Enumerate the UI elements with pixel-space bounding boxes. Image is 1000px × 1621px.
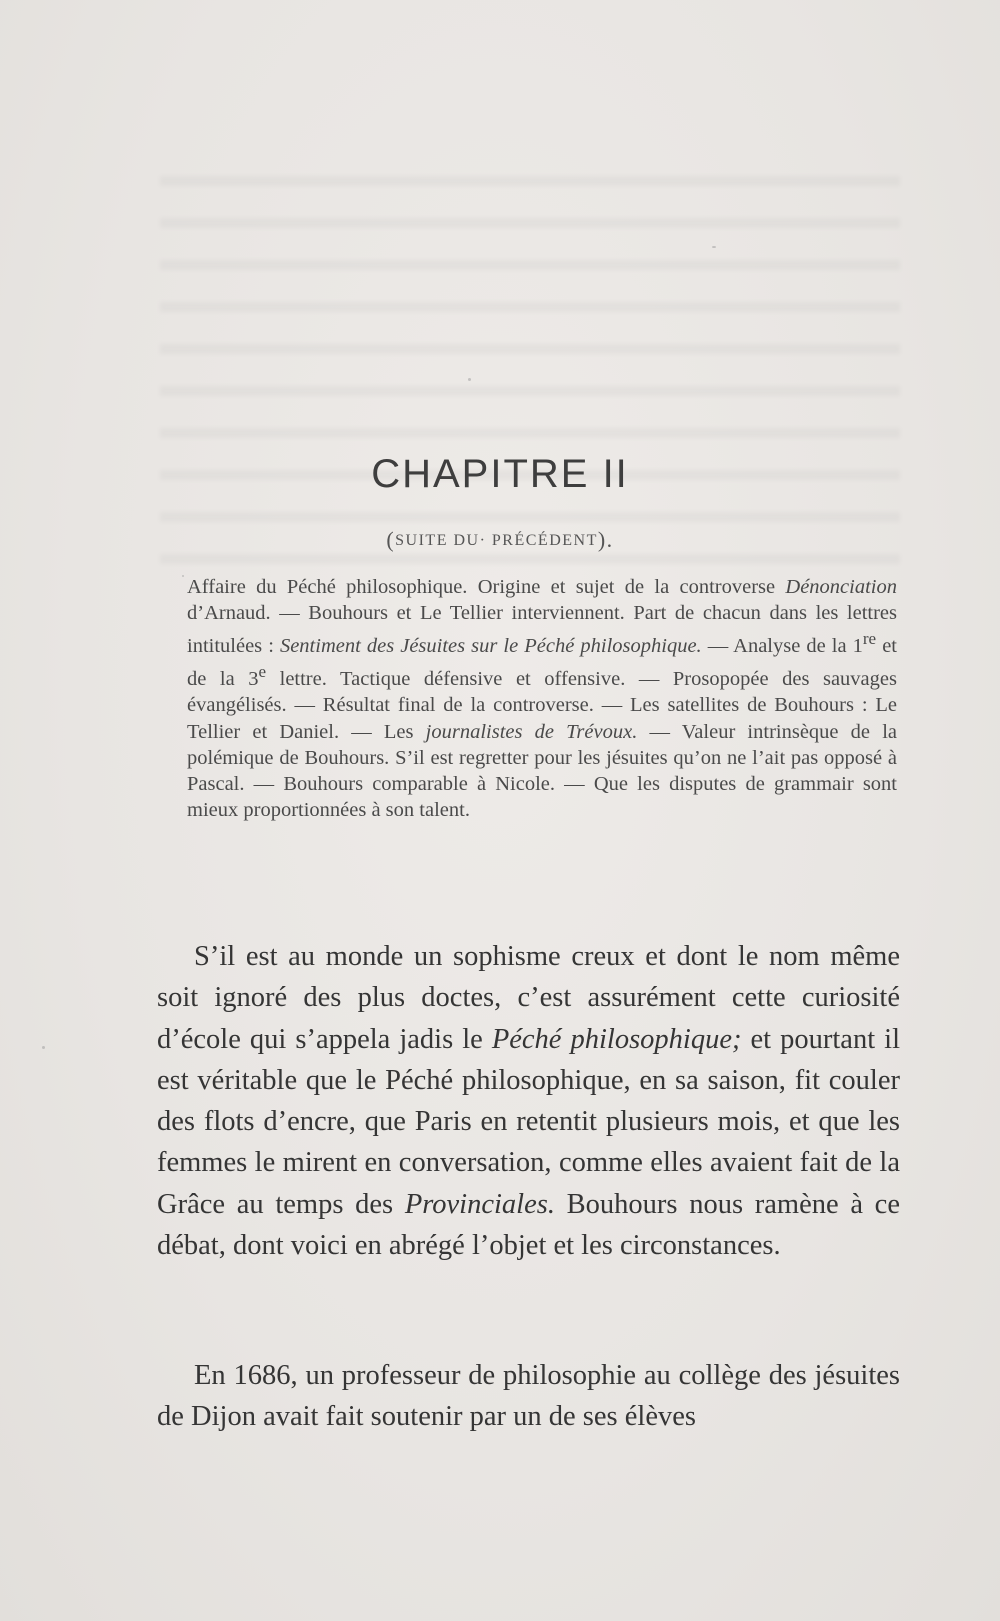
summary-text-3: — Analyse de la 1 — [701, 635, 863, 658]
summary-text-6: — Valeur intrinsèque de la polémique de Bouhours. S’il est regretter pour les jésuites qu’on ne l’ait pas opposé à Pascal. — Bouhours comparable à Nicole. — Que les disputes de grammair sont mieux proportionnées à son talent. — [187, 720, 897, 822]
paper-speck — [712, 246, 716, 248]
summary-text-1: Affaire du Péché philosophique. Origine et sujet de la controverse — [187, 576, 776, 598]
body-paragraph-1 — [157, 936, 900, 1266]
summary-italic-denonciation: Dénonciation — [785, 576, 897, 598]
chapter-subtitle — [0, 527, 1000, 553]
summary-italic-sentiment: Sentiment des Jésuites sur le Péché philosophique. — [279, 635, 702, 658]
p1-italic-peche: Péché philosophique; — [491, 1023, 742, 1055]
close-paren: ). — [597, 527, 614, 552]
summary-text-2: d’Arnaud. — Bouhours et Le Tellier interviennent. Part de chacun dans les lettres intitulées : — [187, 602, 897, 658]
paper-speck — [182, 575, 184, 577]
bleed-through-shadow — [160, 150, 900, 580]
body-paragraph-2: En 1686, un professeur de philosophie au collège des jésuites de Dijon avait fait soutenir par un de ses élèves — [157, 1360, 900, 1433]
open-paren: ( — [386, 527, 396, 552]
summary-superscript-re: re — [862, 629, 877, 649]
p1-text-c: Bouhours nous ramène à ce débat, dont voici en abrégé l’objet et les circonstances. — [157, 1188, 900, 1262]
paper-speck — [468, 378, 471, 381]
p1-text-b: et pourtant il est véritable que le Péché philosophique, en sa saison, fit couler des flots d’encre, que Paris en retentit plusieurs mois, et que les femmes le mirent en conversation, comme elles avaient fait de la Grâce au temps des — [157, 1023, 900, 1220]
summary-superscript-e: e — [258, 662, 267, 682]
summary-text-4: et de la 3 — [187, 635, 897, 691]
p1-italic-provinciales: Provinciales. — [404, 1188, 555, 1220]
p1-text-a: S’il est au monde un sophisme creux et dont le nom même soit ignoré des plus doctes, c’est assurément cette curiosité d’école qui s’appela jadis le — [157, 941, 900, 1055]
chapter-title: CHAPITRE II — [371, 452, 629, 496]
chapter-summary — [187, 574, 897, 823]
summary-italic-journalistes: journalistes de Trévoux. — [425, 720, 638, 743]
summary-text-5: lettre. Tactique défensive et offensive. — Prosopopée des sauvages évangélisés. — Résultat final de la controverse. — Les satellites de Bouhours : Le Tellier et Daniel. — Les — [187, 668, 897, 743]
paper-speck — [42, 1046, 45, 1049]
chapter-subtitle-text: SUITE DU· PRÉCÉDENT — [395, 532, 598, 549]
